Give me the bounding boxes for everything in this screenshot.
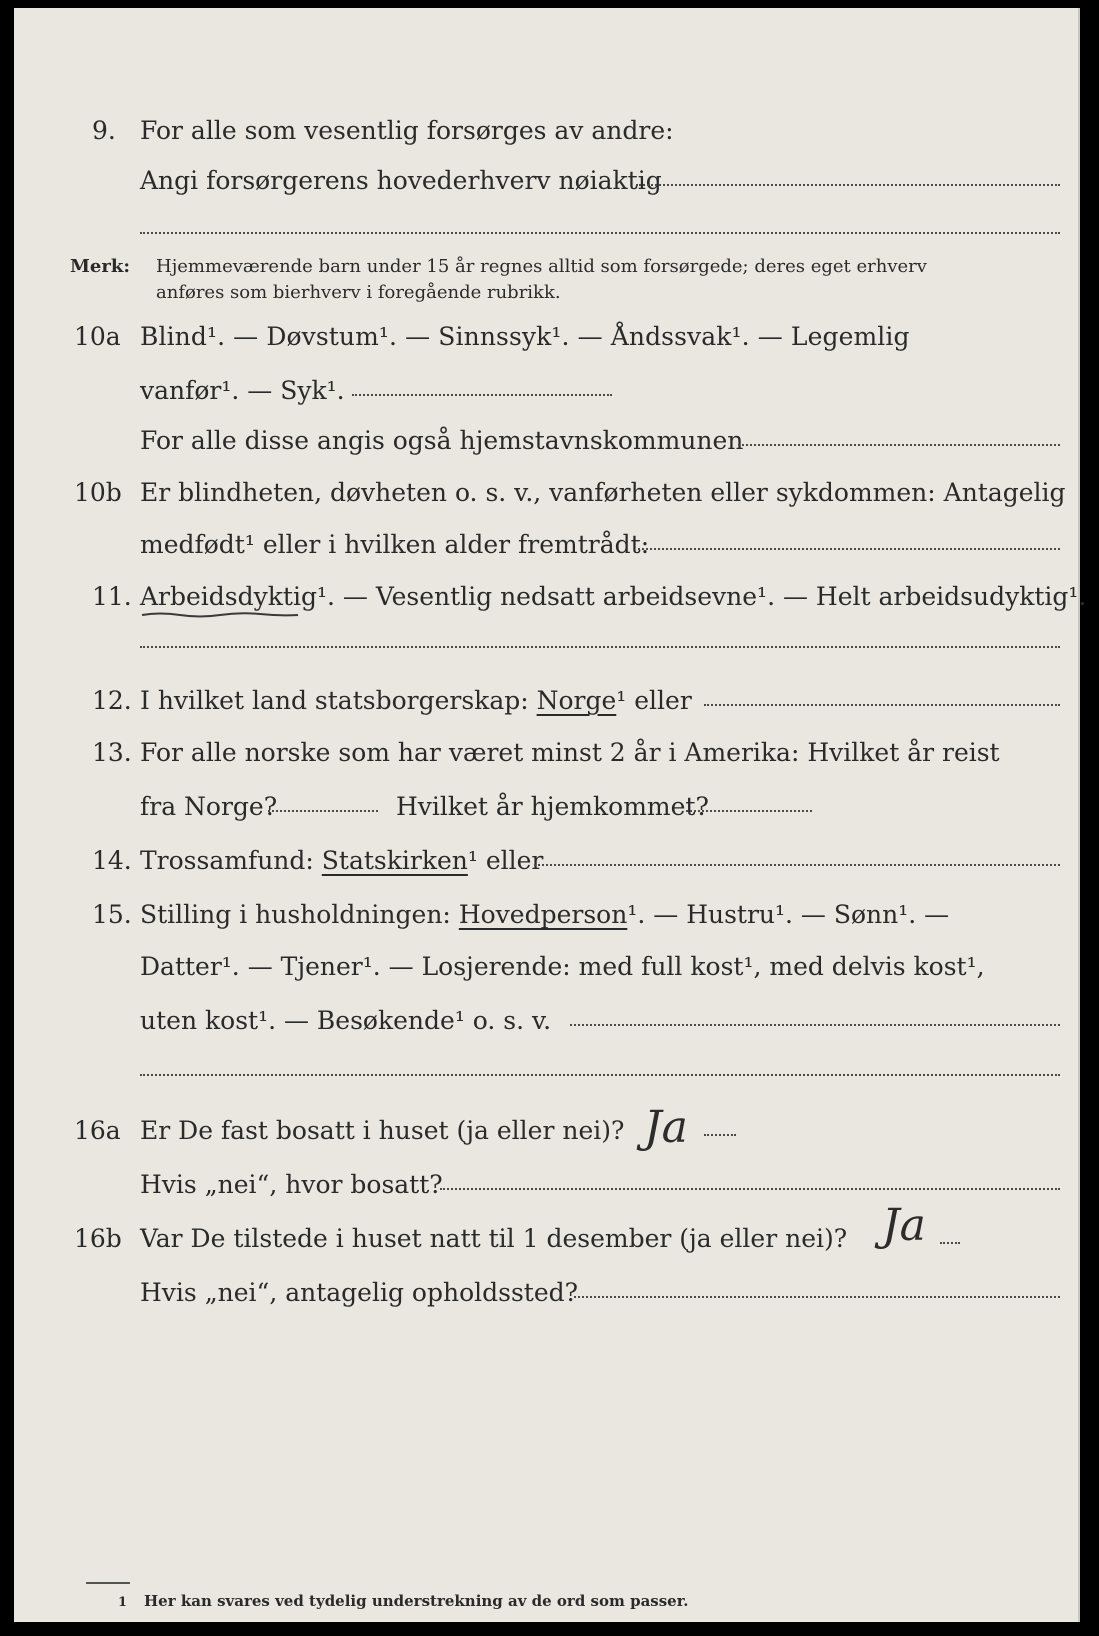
question-16b-line-1: Var De tilstede i huset natt til 1 desember (ja eller nei)? <box>140 1224 848 1253</box>
question-16a-residence-line[interactable] <box>440 1188 1060 1190</box>
question-12-text <box>140 688 692 713</box>
question-15-answer-line-2[interactable] <box>140 1074 1060 1076</box>
question-10a-answer-line[interactable] <box>352 394 612 396</box>
question-11-text <box>140 584 1086 609</box>
question-10a-line-2: vanfør¹. — Syk¹. <box>140 376 345 405</box>
question-10a-number: 10a <box>74 322 121 351</box>
question-10b-line-1: Er blindheten, døvheten o. s. v., vanførheten eller sykdommen: Antagelig <box>140 478 1066 507</box>
question-13-line-2b: Hvilket år hjemkommet? <box>396 792 709 821</box>
note-line-2: anføres som bierhverv i foregående rubrikk. <box>156 282 561 303</box>
question-16a-number: 16a <box>74 1116 121 1145</box>
answer-statskirken[interactable]: Statskirken <box>321 846 468 875</box>
question-15-line-2: Datter¹. — Tjener¹. — Losjerende: med full kost¹, med delvis kost¹, <box>140 952 985 981</box>
note-label: Merk: <box>70 256 130 277</box>
question-11-rest: ¹. — Vesentlig nedsatt arbeidsevne¹. — Helt arbeidsudyktig¹. <box>316 582 1087 611</box>
question-13-departure-line[interactable] <box>268 810 378 812</box>
answer-hovedperson[interactable]: Hovedperson <box>458 900 628 929</box>
question-10a-municipality-line[interactable] <box>738 444 1060 446</box>
question-13-return-line[interactable] <box>686 810 812 812</box>
question-12-number: 12. <box>92 686 132 715</box>
question-11-number: 11. <box>92 582 132 611</box>
question-15-number: 15. <box>92 900 132 929</box>
form-paper <box>14 8 1087 1622</box>
question-12-prompt: I hvilket land statsborgerskap: <box>140 686 537 715</box>
question-15-line-1 <box>140 902 949 927</box>
question-14-answer-line[interactable] <box>534 864 1060 866</box>
question-9-line-2: Angi forsørgerens hovederhverv nøiaktig <box>140 166 662 195</box>
question-9-line-1: For alle som vesentlig forsørges av andre: <box>140 116 674 145</box>
question-10a-line-1: Blind¹. — Døvstum¹. — Sinnssyk¹. — Åndssvak¹. — Legemlig <box>140 322 910 351</box>
question-16a-answer-line[interactable] <box>704 1134 736 1136</box>
question-9-number: 9. <box>92 116 116 145</box>
handwritten-answer-16a: Ja <box>644 1102 688 1153</box>
question-16b-line-2: Hvis „nei“, antagelig opholdssted? <box>140 1278 579 1307</box>
question-14-text <box>140 848 543 873</box>
question-12-answer-line[interactable] <box>704 704 1060 706</box>
question-14-prompt: Trossamfund: <box>140 846 322 875</box>
question-10a-line-3: For alle disse angis også hjemstavnskommunen <box>140 426 744 455</box>
answer-norge[interactable]: Norge <box>536 686 617 715</box>
question-13-number: 13. <box>92 738 132 767</box>
question-9-answer-line-2[interactable] <box>140 232 1060 234</box>
question-14-number: 14. <box>92 846 132 875</box>
question-16b-number: 16b <box>74 1224 122 1253</box>
question-12-suffix: ¹ eller <box>616 686 692 715</box>
answer-arbeidsdyktig[interactable]: Arbeidsdyktig <box>140 582 317 611</box>
question-9-answer-line[interactable] <box>636 184 1060 186</box>
question-14-suffix: ¹ eller <box>467 846 544 875</box>
note-line-1: Hjemmeværende barn under 15 år regnes alltid som forsørgede; deres eget erhverv <box>156 256 927 277</box>
handwritten-answer-16b: Ja <box>882 1200 926 1251</box>
question-16b-answer-line[interactable] <box>940 1242 960 1244</box>
footnote-rule <box>86 1582 130 1584</box>
question-13-line-2a: fra Norge? <box>140 792 278 821</box>
question-15-line-3: uten kost¹. — Besøkende¹ o. s. v. <box>140 1006 552 1035</box>
question-13-line-1: For alle norske som har været minst 2 år i Amerika: Hvilket år reist <box>140 738 1000 767</box>
question-10b-number: 10b <box>74 478 122 507</box>
question-10b-answer-line[interactable] <box>638 548 1060 550</box>
footnote-text: Her kan svares ved tydelig understrekning av de ord som passer. <box>144 1592 689 1610</box>
question-16a-line-1: Er De fast bosatt i huset (ja eller nei)? <box>140 1116 625 1145</box>
question-16a-line-2: Hvis „nei“, hvor bosatt? <box>140 1170 443 1199</box>
question-15-answer-line[interactable] <box>570 1024 1060 1026</box>
question-16b-location-line[interactable] <box>574 1296 1060 1298</box>
footnote-mark: 1 <box>118 1595 128 1610</box>
handwritten-underline <box>140 610 300 618</box>
question-15-options-1: ¹. — Hustru¹. — Sønn¹. — <box>627 900 950 929</box>
question-15-prompt: Stilling i husholdningen: <box>140 900 459 929</box>
question-10b-line-2: medfødt¹ eller i hvilken alder fremtrådt: <box>140 530 650 559</box>
question-11-answer-line[interactable] <box>140 646 1060 648</box>
